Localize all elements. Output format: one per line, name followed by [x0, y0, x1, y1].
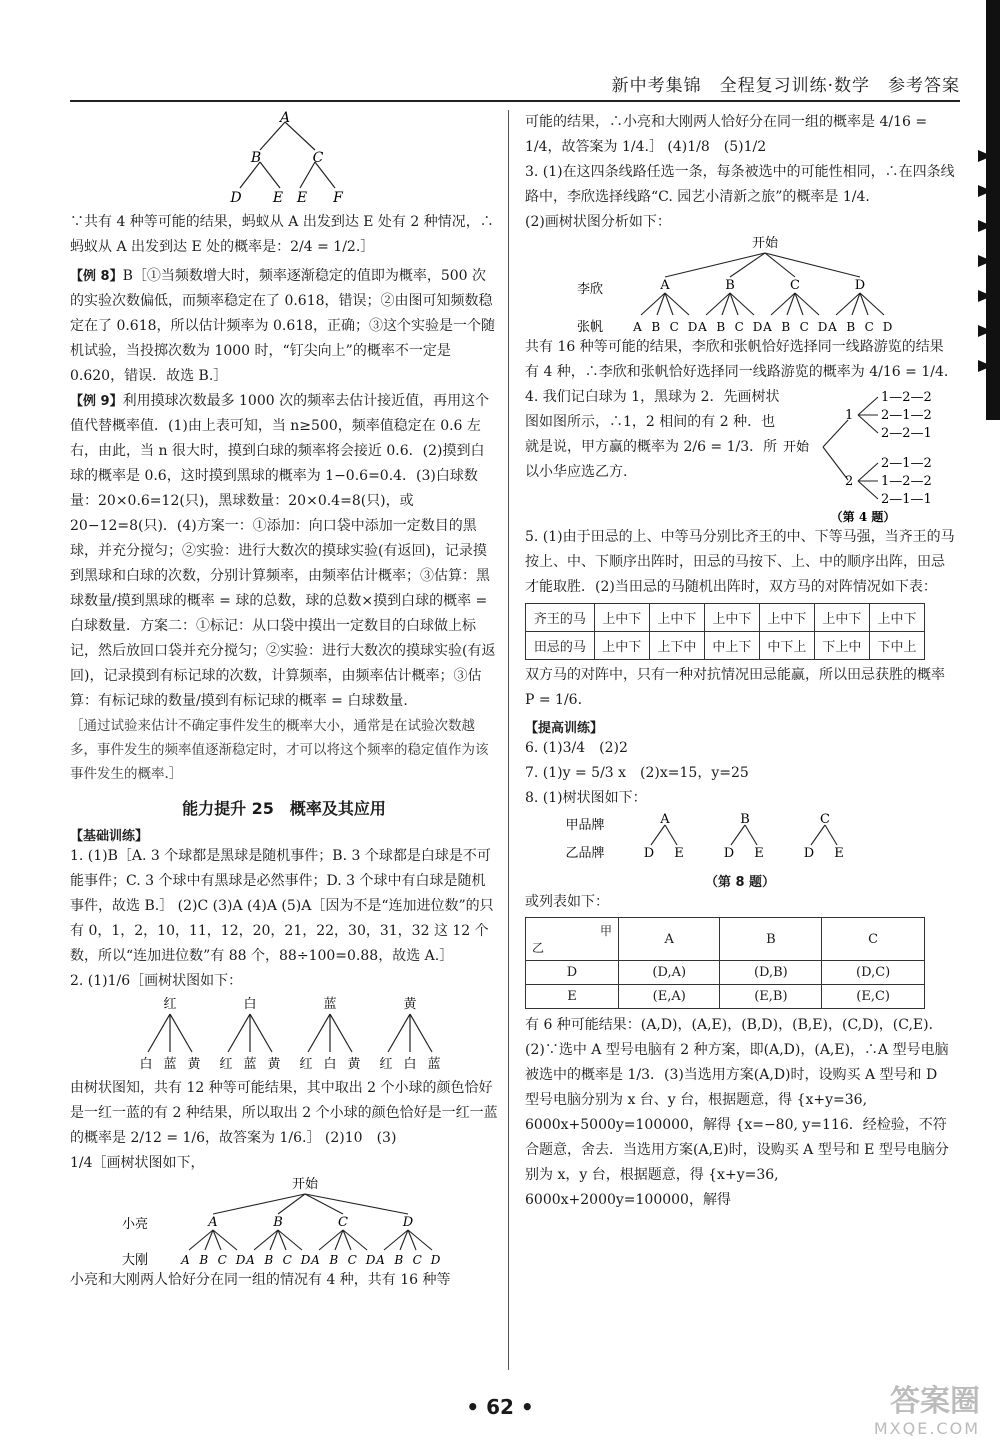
question-7: 7. (1)y = 5/3 x (2)x=15，y=25 [525, 765, 749, 781]
table-cell: (E,B) [720, 985, 822, 1009]
table-cell: 上中下 [649, 604, 704, 632]
tree-leaf-label: C [799, 320, 809, 334]
tree3-node: B [273, 1215, 283, 1230]
tree8-leaf: E [834, 846, 844, 861]
tree-diagram-1 [70, 110, 498, 210]
question-2-start: 2. (1)1/6［画树状图如下： [70, 973, 243, 989]
tree-leaf-label: B [199, 1253, 209, 1267]
tree4-row1-label: 李欣 [576, 282, 604, 297]
question-6: 6. (1)3/4 (2)2 [525, 740, 628, 756]
corner-bottom: 乙 [532, 941, 545, 955]
tree2-root: 黄 [403, 997, 417, 1012]
question-2-text: 由树状图知，共有 12 种等可能结果，其中取出 2 个小球的颜色恰好是一红一蓝的有 2 种结果，所以取出 2 个小球的颜色恰好是一红一蓝的概率是 2/12 = 1/6，故答案为 1/6.］ (2)10 (3) [70, 1080, 498, 1146]
table-header: A [619, 918, 720, 961]
question-3c: 共有 16 种等可能的结果，李欣和张帆恰好选择同一线路游览的结果有 4 种，∴李欣和张帆恰好选择同一线路游览的概率为 4/16 = 1/4. [525, 339, 949, 380]
tree5-line: 1—2—2 [881, 390, 932, 405]
combo-table [525, 917, 925, 1009]
table-cell: 上中下 [704, 604, 759, 632]
tree-leaf-label: D [882, 320, 893, 334]
tree-leaf-label: A [828, 320, 837, 334]
left-column [70, 110, 498, 1293]
tree5-line: 2—1—2 [881, 456, 932, 471]
question-3b: (2)画树状图分析如下： [525, 214, 671, 230]
tree-leaf-label: A [633, 320, 642, 334]
example-9-note: ［通过试验来估计不确定事件发生的概率大小，通常是在试验次数越多，事件发生的频率值逐渐稳定时，才可以将这个频率的稳定值作为该事件发生的概率.］ [70, 718, 489, 782]
table-header: C [822, 918, 925, 961]
table-cell: 上中下 [594, 632, 649, 660]
tree-leaf-label: D [752, 320, 763, 334]
tree8-row2-label: 乙品牌 [565, 846, 605, 861]
tree2-leaf: 蓝 [427, 1057, 441, 1072]
tree2-leaf: 黄 [347, 1057, 361, 1072]
tree5-line: 1—2—2 [881, 474, 932, 489]
question-8: 8. (1)树状图如下： [525, 790, 647, 806]
tree-leaf-label: A [376, 1253, 385, 1267]
tree3-row1-label: 小亮 [121, 1217, 149, 1232]
table-cell: E [526, 985, 619, 1009]
tree3-node: A [208, 1215, 218, 1230]
tree3-node: C [338, 1215, 348, 1230]
continued-text: 可能的结果，∴小亮和大刚两人恰好分在同一组的概率是 4/16 = 1/4，故答案为 1/4.］ (4)1/8 (5)1/2 [525, 114, 928, 155]
table-cell: 上下中 [649, 632, 704, 660]
question-1: 1. (1)B［A. 3 个球都是黑球是随机事件；B. 3 个球都是白球是不可能事件；C. 3 个球中有黑球是必然事件；D. 3 个球中有白球是随机事件，故选 B.］ (2)C (3)A (4)A (5)A［因为不是“连加进位数”的只有 0，1，2，10，11，12，20，21，22，30，31，32 这 12 个数，所以“连加进位数”有 88 个，88÷100=0.88，故选 A.］ [70, 848, 494, 964]
tree8-node: B [740, 812, 750, 827]
tree-leaf-label: C [734, 320, 744, 334]
tree8-leaf: E [754, 846, 764, 861]
tree4-node: D [854, 278, 866, 293]
tree4-node: A [660, 278, 670, 293]
table-cell: 上中下 [814, 604, 869, 632]
table-cell: (E,A) [619, 985, 720, 1009]
tree-leaf-label: D [300, 1253, 311, 1267]
table-corner-cell [526, 918, 619, 961]
tree1-root: A [279, 110, 291, 126]
tree1-node: C [312, 150, 324, 166]
example-8-tag: 【例 8】 [70, 269, 123, 284]
tree5-root: 1 [845, 408, 854, 423]
edge-arrow-icon [978, 185, 992, 197]
table-cell: D [526, 961, 619, 985]
tree-diagram-q8 [525, 811, 955, 871]
tree2-leaf: 白 [323, 1057, 337, 1072]
question-8b: 或列表如下： [525, 894, 609, 910]
table-cell: 下中上 [869, 632, 924, 660]
tree-leaf-label: B [716, 320, 726, 334]
tree2-leaf: 黄 [187, 1057, 201, 1072]
tree2-leaf: 红 [299, 1057, 313, 1072]
tree5-caption: （第 4 题） [830, 510, 896, 524]
tree-leaf-label: B [651, 320, 661, 334]
tree2-leaf: 红 [219, 1057, 233, 1072]
tree2-root: 红 [163, 997, 177, 1012]
tree1-leaf: D [230, 190, 242, 206]
tree-leaf-label: C [864, 320, 874, 334]
header-title: 新中考集锦 全程复习训练·数学 参考答案 [611, 76, 960, 96]
tree1-leaf: E [296, 190, 308, 206]
table-cell: 下上中 [814, 632, 869, 660]
page-number: • 62 • [466, 1395, 534, 1419]
tree8-leaf: D [723, 846, 735, 861]
edge-arrow-icon [978, 255, 992, 267]
tree-leaf-label: B [329, 1253, 339, 1267]
tree2-leaf: 蓝 [163, 1057, 177, 1072]
tree2-leaf: 红 [379, 1057, 393, 1072]
tree5-line: 2—1—2 [881, 408, 932, 423]
tree8-row1-label: 甲品牌 [565, 818, 605, 833]
watermark-text: 答案圈 [890, 1384, 980, 1419]
question-5b: 双方马的对阵中，只有一种对抗情况田忌能赢，所以田忌获胜的概率 P = 1/6. [525, 667, 945, 708]
tree2-root: 白 [243, 997, 257, 1012]
tree-leaf-label: C [347, 1253, 357, 1267]
table-cell: (D,C) [822, 961, 925, 985]
edge-arrow-icon [978, 360, 992, 372]
table-cell: 中下上 [759, 632, 814, 660]
table-cell: 齐王的马 [526, 604, 595, 632]
tree-diagram-q4 [783, 385, 953, 525]
tree8-node: C [820, 812, 830, 827]
tree2-leaf: 白 [139, 1057, 153, 1072]
tree8-node: A [660, 812, 670, 827]
tree-leaf-label: A [311, 1253, 320, 1267]
watermark-url: MXQE.COM [873, 1419, 980, 1438]
tree1-leaf: E [272, 190, 284, 206]
tree-leaf-label: A [698, 320, 707, 334]
question-2-text-2: 1/4［画树状图如下， [70, 1155, 205, 1171]
tree2-leaf: 黄 [267, 1057, 281, 1072]
corner-top: 甲 [599, 924, 612, 938]
example-8-text: B［①当频数增大时，频率逐渐稳定的值即为概率，500 次的实验次数偏低，而频率稳定在了 0.618，错误；②由图可知频数稳定在了 0.618，所以估计频率为 0.618，正确；③这个实验是一个随机试验，当投掷次数为 1000 时，“钉尖向上”的概率不一定是 0.620，错误．故选 B.］ [70, 268, 496, 384]
question-4-block [525, 385, 955, 525]
example-9-text: 利用摸球次数最多 1000 次的频率去估计接近值，再用这个值代替概率值．(1)由上表可知，当 n≥500，频率值稳定在 0.6 左右，由此，当 n 很大时，摸到白球的频率将会接近 0.6．(2)摸到白球的概率是 0.6，这时摸到黑球的概率为 1−0.6=0.4．(3)白球数量：20×0.6=12(只)，黑球数量：20×0.4=8(只)，或 20−12=8(只)．(4)方案一：①添加：向口袋中添加一定数目的黑球，并充分搅匀；②实验：进行大数次的摸球实验(有返回)，记录摸到黑球和白球的次数，分别计算频率，由频率估计概率；③估算：黑球数量/摸到黑球的概率 = 球的总数，球的总数×摸到白球的概率 = 白球数量．方案二：①标记：从口袋中摸出一定数目的白球做上标记，然后放回口袋并充分搅匀；②实验：进行大数次的摸球实验(有返回)，记录摸到有标记球的次数，计算频率，由频率估计概率；③估算：有标记球的数量/摸到有标记球的概率 = 白球数量. [70, 393, 496, 709]
tree-leaf-label: C [217, 1253, 227, 1267]
advanced-training-tag: 【提高训练】 [525, 721, 604, 736]
tree8-leaf: D [803, 846, 815, 861]
tree-leaf-label: D [235, 1253, 246, 1267]
basic-training-tag: 【基础训练】 [70, 829, 149, 844]
page-header [70, 70, 960, 102]
tree3-start: 开始 [291, 1177, 319, 1192]
tree1-node: B [250, 150, 262, 166]
tree-diagram-lixin [525, 235, 955, 335]
table-header: B [720, 918, 822, 961]
edge-arrow-icon [978, 290, 992, 302]
tree3-row2-label: 大刚 [121, 1253, 149, 1268]
tree-leaf-label: A [181, 1253, 190, 1267]
tree-leaf-label: D [365, 1253, 376, 1267]
tree-diagram-colors [70, 994, 498, 1076]
tree-leaf-label: B [394, 1253, 404, 1267]
figure-8-caption: （第 8 题） [704, 875, 776, 890]
tree-leaf-label: D [817, 320, 828, 334]
tree2-leaf: 蓝 [243, 1057, 257, 1072]
tree-leaf-label: A [246, 1253, 255, 1267]
right-column [525, 110, 955, 1213]
tree5-root: 2 [845, 474, 854, 489]
tree5-line: 2—2—1 [881, 426, 932, 441]
tree-leaf-label: C [669, 320, 679, 334]
tree3-node: D [402, 1215, 414, 1230]
edge-arrow-icon [978, 150, 992, 162]
tree8-leaf: D [643, 846, 655, 861]
tree2-leaf: 白 [403, 1057, 417, 1072]
question-2-end: 小亮和大刚两人恰好分在同一组的情况有 4 种，共有 16 种等 [70, 1272, 451, 1288]
tree-leaf-label: B [781, 320, 791, 334]
section-title: 能力提升 25 概率及其应用 [182, 799, 386, 818]
question-8c: 有 6 种可能结果：(A,D)，(A,E)，(B,D)，(B,E)，(C,D)，(C,E)．(2)∵选中 A 型号电脑有 2 种方案，即(A,D)，(A,E)，∴A 型号电脑被选中的概率是 1/3．(3)当选用方案(A,D)时，设购买 A 型号和 D 型号电脑分别为 x 台、y 台，根据题意，得 {x+y=36, 6000x+5000y=100000，解得 {x=−80, y=116．经检验，不符合题意，舍去．当选用方案(A,E)时，设购买 A 型号和 E 型号电脑分别为 x，y 台，根据题意，得 {x+y=36, 6000x+2000y=100000，解得 [525, 1017, 949, 1208]
table-cell: (E,C) [822, 985, 925, 1009]
tree4-node: B [725, 278, 735, 293]
tree5-line: 2—1—1 [881, 492, 932, 507]
table-cell: 上中下 [869, 604, 924, 632]
tree-leaf-label: C [282, 1253, 292, 1267]
tree-leaf-label: D [687, 320, 698, 334]
table-cell: 中上下 [704, 632, 759, 660]
question-4: 4. 我们记白球为 1，黑球为 2．先画树状图如图所示，∴1，2 相间的有 2 种．也就是说，甲方赢的概率为 2/6 = 1/3．所以小华应选乙方. [525, 389, 780, 480]
tree-leaf-label: D [430, 1253, 441, 1267]
table-cell: 上中下 [594, 604, 649, 632]
tree-leaf-label: B [264, 1253, 274, 1267]
question-3a: 3. (1)在这四条线路任选一条，每条被选中的可能性相同，∴在四条线路中，李欣选择线路“C. 园艺小清新之旅”的概率是 1/4. [525, 164, 955, 205]
example-9-tag: 【例 9】 [70, 394, 123, 409]
tree8-leaf: E [674, 846, 684, 861]
page-edge-strip [986, 0, 1000, 420]
tree-leaf-label: B [846, 320, 856, 334]
edge-arrow-icon [978, 325, 992, 337]
question-5: 5. (1)由于田忌的上、中等马分别比齐王的中、下等马强，当齐王的马按上、中、下顺序出阵时，田忌的马按下、上、中的顺序出阵，田忌才能取胜．(2)当田忌的马随机出阵时，双方马的对阵情况如下表： [525, 529, 955, 595]
table-cell: 上中下 [759, 604, 814, 632]
tree1-leaf: F [333, 190, 343, 206]
table-cell: (D,A) [619, 961, 720, 985]
watermark-logo [830, 1385, 980, 1445]
tree-diagram-xiaoliang [70, 1176, 498, 1268]
tree-leaf-label: A [763, 320, 772, 334]
tree4-node: C [790, 278, 800, 293]
tree-leaf-label: C [412, 1253, 422, 1267]
tree4-start: 开始 [751, 236, 779, 251]
column-divider [508, 110, 509, 1370]
table-cell: 田忌的马 [526, 632, 595, 660]
tree4-row2-label: 张帆 [576, 320, 604, 335]
table-cell: (D,B) [720, 961, 822, 985]
tree2-root: 蓝 [323, 997, 337, 1012]
edge-arrow-icon [978, 220, 992, 232]
tree5-start: 开始 [783, 440, 810, 455]
match-table [525, 603, 925, 660]
tree1-explanation: ∵共有 4 种等可能的结果，蚂蚁从 A 出发到达 E 处有 2 种情况，∴蚂蚁从 A 出发到达 E 处的概率是：2/4 = 1/2.］ [70, 214, 494, 255]
